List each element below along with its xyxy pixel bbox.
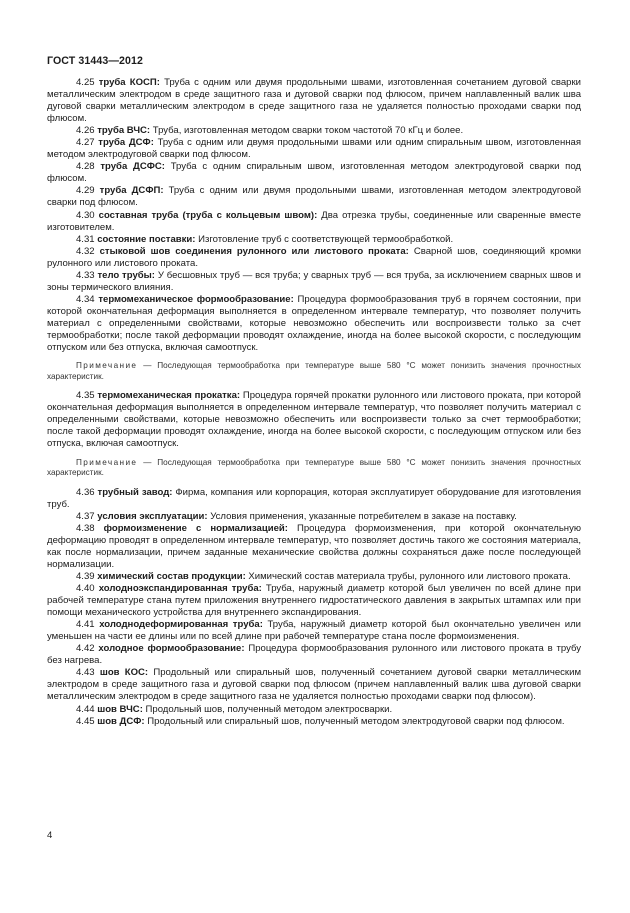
definition-4-41	[47, 619, 581, 643]
definition-text: Труба, изготовленная методом сварки током частотой 70 кГц и более.	[152, 125, 464, 137]
clause-number: 4.33	[76, 269, 95, 281]
term: термомеханическая прокатка:	[97, 390, 241, 402]
definition-4-44	[47, 704, 581, 716]
definition-4-33	[47, 270, 581, 294]
clause-number: 4.45	[76, 715, 95, 727]
term: формоизменение с нормализацией:	[103, 522, 288, 534]
note-text: — Последующая термообработка при температуре выше 580 °С может понизить значения прочностных характеристик.	[47, 361, 581, 381]
term: тело трубы:	[97, 269, 155, 281]
clause-number: 4.29	[76, 185, 95, 197]
clause-number: 4.32	[76, 245, 95, 257]
definition-4-34	[47, 294, 581, 354]
definition-text: Фирма, компания или корпорация, которая эксплуатирует оборудование для изготовления труб.	[47, 486, 581, 510]
clause-number: 4.31	[76, 233, 95, 245]
term: труба КОСП:	[98, 77, 160, 88]
definition-4-36	[47, 487, 581, 511]
definition-4-39	[47, 571, 581, 583]
definition-text: Сварной шов, соединяющий кромки рулонного или листового проката.	[47, 245, 582, 269]
clause-number: 4.38	[76, 522, 95, 534]
definition-4-25	[47, 77, 581, 125]
note-label: Примечание	[76, 457, 138, 467]
definition-4-38	[47, 523, 581, 571]
definitions-list	[47, 77, 581, 728]
note-text: — Последующая термообработка при температуре выше 580 °С может понизить значения прочностных характеристик.	[47, 457, 581, 478]
term: труба ДСФП:	[99, 185, 164, 197]
definition-4-30	[47, 210, 581, 234]
definition-text: Два отрезка трубы, соединенные или сваренные вместе изготовителем.	[47, 209, 581, 233]
term: химический состав продукции:	[97, 571, 246, 583]
definition-4-43	[47, 667, 581, 703]
term: холодноэкспандированная труба:	[98, 583, 262, 595]
definition-text: Условия применения, указанные потребителем в заказе на поставку.	[210, 510, 517, 522]
definition-text: Продольный или спиральный шов, полученный сочетанием дуговой сварки металлическим электродом в среде защитного газа и дуговой сварки под флюсом (причем наплавленный валик шва дуговой сварки металлическим электродом в среде защитного газа не удаляется полностью проходами сварки под флюсом).	[47, 667, 582, 703]
term: состояние поставки:	[97, 233, 196, 245]
clause-number: 4.43	[76, 667, 95, 679]
term: холоднодеформированная труба:	[99, 619, 263, 631]
definition-4-32	[47, 246, 581, 270]
clause-number: 4.34	[76, 293, 95, 305]
clause-number: 4.40	[76, 583, 95, 595]
definition-text: Продольный шов, полученный методом электросварки.	[145, 703, 393, 715]
definition-4-31	[47, 234, 581, 246]
note-4-35	[47, 458, 581, 479]
term: условия эксплуатации:	[97, 510, 208, 522]
definition-text: У бесшовных труб — вся труба; у сварных труб — вся труба, за исключением сварных швов и зоны термического влияния.	[47, 269, 582, 293]
clause-number: 4.44	[76, 703, 95, 715]
clause-number: 4.28	[76, 161, 95, 173]
clause-number: 4.42	[76, 643, 95, 655]
definition-text: Труба с одним или двумя продольными швами, изготовленная сочетанием дуговой сварки металлическим электродом в среде защитного газа и дуговой сварки под флюсом, причем наплавленный валик шва дуговой сварки металлическим электродом в среде защитного газа не удаляется полностью проходами сварки под флюсом.	[47, 77, 581, 125]
definition-text: Процедура формообразования рулонного или листового проката в трубу без нагрева.	[47, 643, 581, 667]
definition-4-40	[47, 583, 581, 619]
definition-text: Труба с одним или двумя продольными швами или одним спиральным швом, изготовленная методом электродуговой сварки под флюсом.	[47, 137, 582, 161]
term: холодное формообразование:	[98, 643, 245, 655]
term: трубный завод:	[97, 486, 173, 498]
definition-4-35	[47, 390, 581, 450]
definition-4-27	[47, 137, 581, 161]
definition-text: Труба, наружный диаметр которой был окончательно увеличен или уменьшен на части ее длины или по всей длине при рабочей температуре стана после формоизменения.	[47, 619, 582, 643]
definition-4-42	[47, 643, 581, 667]
definition-text: Процедура горячей прокатки рулонного или листового проката, при которой окончательная деформация выполняется в определенном интервале температур, что позволяет получить материал с определенными свойствами, которые невозможно обеспечить или воспроизвести только за счет термообработки; после такой деформации проводят охлаждение, иногда на более высокой скорости, с последующим отпуском или без отпуска, включая самоотпуск.	[47, 390, 582, 450]
clause-number: 4.27	[76, 137, 95, 149]
term: шов ДСФ:	[97, 715, 145, 727]
clause-number: 4.25	[76, 77, 95, 88]
page-number: 4	[47, 830, 53, 841]
term: стыковой шов соединения рулонного или листового проката:	[99, 245, 409, 257]
definition-text: Труба с одним спиральным швом, изготовленная методом электродуговой сварки под флюсом.	[47, 161, 581, 185]
term: шов ВЧС:	[97, 703, 143, 715]
clause-number: 4.41	[76, 619, 95, 631]
clause-number: 4.30	[76, 209, 95, 221]
term: термомеханическое формообразование:	[98, 293, 294, 305]
clause-number: 4.39	[76, 571, 95, 583]
clause-number: 4.26	[76, 125, 95, 137]
term: шов КОС:	[99, 667, 149, 679]
definition-4-37	[47, 511, 581, 523]
note-4-34	[47, 361, 581, 382]
clause-number: 4.37	[76, 510, 95, 522]
definition-4-45	[47, 716, 581, 728]
term: труба ДСФС:	[100, 161, 165, 173]
definition-4-29	[47, 185, 581, 209]
clause-number: 4.35	[76, 390, 95, 402]
definition-text: Процедура формоизменения, при которой окончательную деформацию проводят в определенном интервале температур, что позволяет достичь такого же состояния материала, как после нормализации, причем заданные механические свойства должны сохраняться даже после последующей нормализации.	[47, 522, 582, 570]
page-header: ГОСТ 31443—2012	[47, 55, 144, 67]
note-label: Примечание	[76, 361, 138, 371]
term: труба ВЧС:	[97, 125, 151, 137]
definition-text: Химический состав материала трубы, рулонного или листового проката.	[248, 571, 571, 583]
definition-text: Продольный или спиральный шов, полученный методом электродуговой сварки под флюсом.	[147, 715, 565, 727]
definition-4-28	[47, 161, 581, 185]
definition-text: Труба, наружный диаметр которой был увеличен по всей длине при рабочей температуре стана путем приложения внутреннего гидростатического давления в закрытых штампах или при помощи механического устройства для внутреннего экспандирования.	[47, 583, 581, 619]
term: труба ДСФ:	[98, 137, 154, 149]
definition-4-26	[47, 125, 581, 137]
term: составная труба (труба с кольцевым швом):	[98, 209, 318, 221]
definition-text: Процедура формообразования труб в горячем состоянии, при которой окончательная деформация выполняется в определенном интервале температур, что позволяет получить материал с определенными свойствами, которые невозможно обеспечить или воспроизвести только за счет термообработки; после такой деформации проводят охлаждение, иногда на более высокой скорости, с последующим отпуском или без отпуска, включая самоотпуск.	[47, 293, 581, 354]
clause-number: 4.36	[76, 486, 95, 498]
definition-text: Труба с одним или двумя продольными швами, изготовленная методом электродуговой сварки под флюсом.	[47, 185, 582, 209]
definition-text: Изготовление труб с соответствующей термообработкой.	[198, 233, 454, 245]
